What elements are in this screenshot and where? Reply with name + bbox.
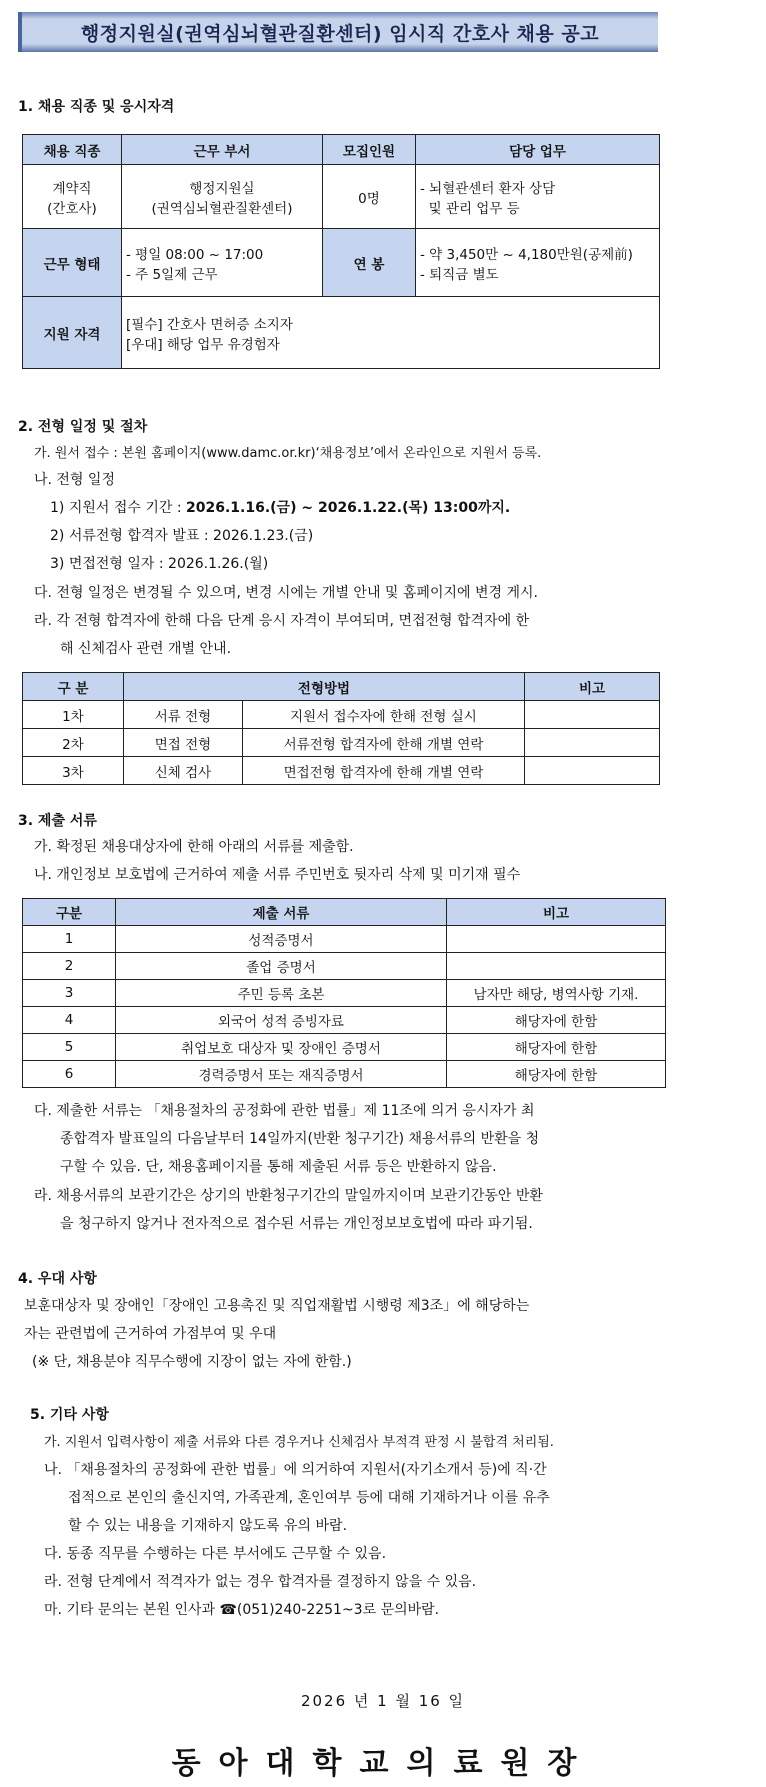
no-cell: 2 <box>23 953 116 980</box>
s3-item-c2: 종합격자 발표일의 다음날부터 14일까지(반환 청구기간) 채용서류의 반환을 청 <box>60 1131 540 1147</box>
header-method: 전형방법 <box>124 673 525 701</box>
s3-item-d1: 라. 채용서류의 보관기간은 상기의 반환청구기간의 말일까지이며 보관기간동안 반환 <box>34 1188 543 1204</box>
no-cell: 5 <box>23 1034 116 1061</box>
table-row <box>23 1007 666 1034</box>
section-3-heading: 3. 제출 서류 <box>18 813 97 829</box>
note-cell <box>447 926 666 953</box>
table-row <box>23 953 666 980</box>
work-line2: - 주 5일제 근무 <box>126 266 218 283</box>
s2-item-b3: 3) 면접전형 일자 : 2026.1.26.(월) <box>50 556 269 572</box>
header-doc: 제출 서류 <box>116 899 447 926</box>
qual-line2: [우대] 해당 업무 유경험자 <box>126 336 280 353</box>
section-5-heading: 5. 기타 사항 <box>30 1407 109 1423</box>
table-row <box>23 729 660 757</box>
note-cell: 해당자에 한함 <box>447 1007 666 1034</box>
no-cell: 1 <box>23 926 116 953</box>
dept-line1: 행정지원실 <box>189 180 255 197</box>
s2-item-b1 <box>50 497 510 517</box>
s5-item-c: 다. 동종 직무를 수행하는 다른 부서에도 근무할 수 있음. <box>44 1546 387 1562</box>
salary-line2: - 퇴직금 별도 <box>420 266 499 283</box>
table-row <box>23 701 660 729</box>
table-row <box>23 757 660 785</box>
s5-item-b3: 할 수 있는 내용을 기재하지 않도록 유의 바람. <box>68 1518 348 1534</box>
note-cell <box>525 729 660 757</box>
note-cell: 해당자에 한함 <box>447 1034 666 1061</box>
s3-item-b: 나. 개인정보 보호법에 근거하여 제출 서류 주민번호 뒷자리 삭제 및 미기재 필수 <box>34 867 521 883</box>
s3-item-c3: 구할 수 있음. 단, 채용홈페이지를 통해 제출된 서류 등은 반환하지 않음. <box>60 1159 497 1175</box>
s2-item-d1: 라. 각 전형 합격자에 한해 다음 단계 응시 자격이 부여되며, 면접전형 합격자에 한 <box>34 613 530 629</box>
type-cell: 서류 전형 <box>124 701 243 729</box>
salary-cell <box>416 229 660 297</box>
qual-label: 지원 자격 <box>23 297 122 369</box>
header-duty: 담당 업무 <box>416 135 660 165</box>
stage-cell: 1차 <box>23 701 124 729</box>
s4-line3: (※ 단, 채용분야 직무수행에 지장이 없는 자에 한함.) <box>32 1354 352 1370</box>
salary-label: 연 봉 <box>323 229 416 297</box>
selection-table <box>22 672 660 785</box>
job-cell <box>23 165 122 229</box>
desc-cell: 면접전형 합격자에 한해 개별 연락 <box>243 757 525 785</box>
no-cell: 3 <box>23 980 116 1007</box>
work-label: 근무 형태 <box>23 229 122 297</box>
header-job: 채용 직종 <box>23 135 122 165</box>
doc-cell: 취업보호 대상자 및 장애인 증명서 <box>116 1034 447 1061</box>
no-cell: 4 <box>23 1007 116 1034</box>
qual-cell <box>122 297 660 369</box>
s4-line2: 자는 관련법에 근거하여 가점부여 및 우대 <box>24 1326 277 1342</box>
doc-cell: 경력증명서 또는 재직증명서 <box>116 1061 447 1088</box>
s2-b1-prefix: 1) 지원서 접수 기간 : <box>50 500 187 516</box>
header-doc-note: 비고 <box>447 899 666 926</box>
note-cell <box>525 701 660 729</box>
job-line1: 계약직 <box>52 180 92 197</box>
s5-item-b2: 접적으로 본인의 출신지역, 가족관계, 혼인여부 등에 대해 기재하거나 이를 유추 <box>68 1490 550 1506</box>
recruit-table <box>22 134 660 369</box>
note-cell <box>525 757 660 785</box>
work-cell <box>122 229 323 297</box>
type-cell: 신체 검사 <box>124 757 243 785</box>
count-cell: 0명 <box>323 165 416 229</box>
page-title: 행정지원실(권역심뇌혈관질환센터) 임시직 간호사 채용 공고 <box>18 12 658 52</box>
table-row <box>23 1061 666 1088</box>
header-count: 모집인원 <box>323 135 416 165</box>
qual-line1: [필수] 간호사 면허증 소지자 <box>126 316 293 333</box>
s5-item-a: 가. 지원서 입력사항이 제출 서류와 다른 경우거나 신체검사 부적격 판정 시 불합격 처리됨. <box>44 1435 554 1450</box>
stage-cell: 2차 <box>23 729 124 757</box>
documents-table <box>22 898 666 1088</box>
s3-item-d2: 을 청구하지 않거나 전자적으로 접수된 서류는 개인정보보호법에 따라 파기됨. <box>60 1216 533 1232</box>
table-row <box>23 1034 666 1061</box>
s5-item-b1: 나. 「채용절차의 공정화에 관한 법률」에 의거하여 지원서(자기소개서 등)에 직·간 <box>44 1462 547 1478</box>
header-no: 구분 <box>23 899 116 926</box>
s3-item-c1: 다. 제출한 서류는 「채용절차의 공정화에 관한 법률」제 11조에 의거 응시자가 최 <box>34 1103 535 1119</box>
s2-item-d2: 해 신체검사 관련 개별 안내. <box>60 641 232 657</box>
s4-line1: 보훈대상자 및 장애인「장애인 고용촉진 및 직업재활법 시행령 제3조」에 해당하는 <box>24 1298 530 1314</box>
header-note: 비고 <box>525 673 660 701</box>
duty-line1: - 뇌혈관센터 환자 상담 <box>420 180 556 197</box>
announcement-date: 2026 년 1 월 16 일 <box>300 1692 466 1710</box>
section-1-heading: 1. 채용 직종 및 응시자격 <box>18 99 175 115</box>
s2-item-a: 가. 원서 접수 : 본원 홈페이지(www.damc.or.kr)‘채용정보’에서 온라인으로 지원서 등록. <box>34 446 542 461</box>
s2-b1-period: 2026.1.16.(금) ~ 2026.1.22.(목) 13:00까지. <box>186 500 511 516</box>
section-2-heading: 2. 전형 일정 및 절차 <box>18 419 148 435</box>
doc-cell: 성적증명서 <box>116 926 447 953</box>
type-cell: 면접 전형 <box>124 729 243 757</box>
section-4-heading: 4. 우대 사항 <box>18 1271 97 1287</box>
header-dept: 근무 부서 <box>122 135 323 165</box>
issuer-signature: 동아대학교의료원장 <box>171 1746 595 1781</box>
s2-item-b: 나. 전형 일정 <box>34 472 115 488</box>
dept-line2: (권역심뇌혈관질환센터) <box>151 200 293 217</box>
note-cell: 해당자에 한함 <box>447 1061 666 1088</box>
dept-cell <box>122 165 323 229</box>
table-row <box>23 980 666 1007</box>
doc-cell: 주민 등록 초본 <box>116 980 447 1007</box>
note-cell <box>447 953 666 980</box>
no-cell: 6 <box>23 1061 116 1088</box>
s2-item-b2: 2) 서류전형 합격자 발표 : 2026.1.23.(금) <box>50 528 314 544</box>
header-stage: 구 분 <box>23 673 124 701</box>
s5-item-d: 라. 전형 단계에서 적격자가 없는 경우 합격자를 결정하지 않을 수 있음. <box>44 1574 477 1590</box>
work-line1: - 평일 08:00 ~ 17:00 <box>126 246 264 263</box>
s5-item-e: 마. 기타 문의는 본원 인사과 ☎(051)240-2251~3로 문의바람. <box>44 1602 440 1618</box>
s2-item-c: 다. 전형 일정은 변경될 수 있으며, 변경 시에는 개별 안내 및 홈페이지에 변경 게시. <box>34 585 538 601</box>
duty-line2: 및 관리 업무 등 <box>420 200 520 217</box>
doc-cell: 외국어 성적 증빙자료 <box>116 1007 447 1034</box>
doc-cell: 졸업 증명서 <box>116 953 447 980</box>
job-line2: (간호사) <box>47 200 97 217</box>
table-row <box>23 926 666 953</box>
stage-cell: 3차 <box>23 757 124 785</box>
note-cell: 남자만 해당, 병역사항 기재. <box>447 980 666 1007</box>
duty-cell <box>416 165 660 229</box>
desc-cell: 서류전형 합격자에 한해 개별 연락 <box>243 729 525 757</box>
s3-item-a: 가. 확정된 채용대상자에 한해 아래의 서류를 제출함. <box>34 839 354 855</box>
desc-cell: 지원서 접수자에 한해 전형 실시 <box>243 701 525 729</box>
salary-line1: - 약 3,450만 ~ 4,180만원(공제前) <box>420 246 633 263</box>
